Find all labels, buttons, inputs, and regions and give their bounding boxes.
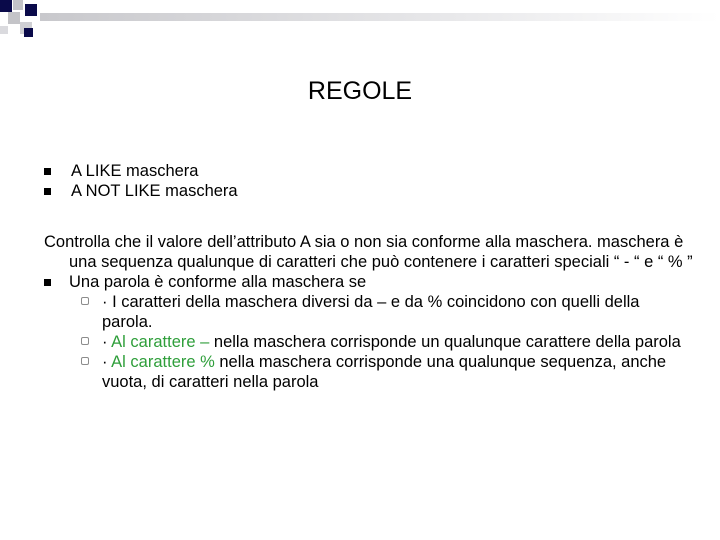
- rule-highlight: Al carattere –: [111, 333, 210, 351]
- body-section: [44, 232, 694, 392]
- description-paragraph: Controlla che il valore dell’attributo A sia o non sia conforme alla maschera. maschera è una sequenza qualunque di caratteri che può contenere i caratteri speciali “ - “ e “ % ”: [44, 233, 693, 271]
- rule-prefix: ·: [102, 353, 112, 371]
- rule-prefix: ·: [102, 333, 112, 351]
- hollow-square-bullet-icon: [81, 357, 89, 365]
- bullet-text: A LIKE maschera: [71, 162, 199, 180]
- square-bullet-icon: [44, 279, 51, 286]
- rule-highlight: Al carattere %: [111, 353, 215, 371]
- rule-suffix: nella maschera corrisponde una qualunque sequenza, anche vuota, di caratteri nella parola: [102, 353, 667, 391]
- bullet-text: Una parola è conforme alla maschera se: [69, 273, 367, 291]
- rule-text: · I caratteri della maschera diversi da – e da % coincidono con quelli della parola.: [102, 293, 640, 331]
- square-bullet-icon: [44, 168, 51, 175]
- sub-list-item: [44, 292, 694, 332]
- slide-title: REGOLE: [307, 77, 413, 105]
- list-item: [44, 272, 694, 292]
- sub-list-item: [44, 352, 694, 392]
- bullet-text: A NOT LIKE maschera: [71, 182, 238, 200]
- square-bullet-icon: [44, 188, 51, 195]
- list-item: [44, 181, 238, 201]
- hollow-square-bullet-icon: [81, 337, 89, 345]
- sub-list-item: [44, 332, 694, 352]
- list-item: [44, 161, 238, 181]
- decorative-header-strip: [0, 0, 720, 50]
- bullet-list: [44, 161, 238, 201]
- hollow-square-bullet-icon: [81, 297, 89, 305]
- rule-suffix: nella maschera corrisponde un qualunque carattere della parola: [209, 333, 681, 351]
